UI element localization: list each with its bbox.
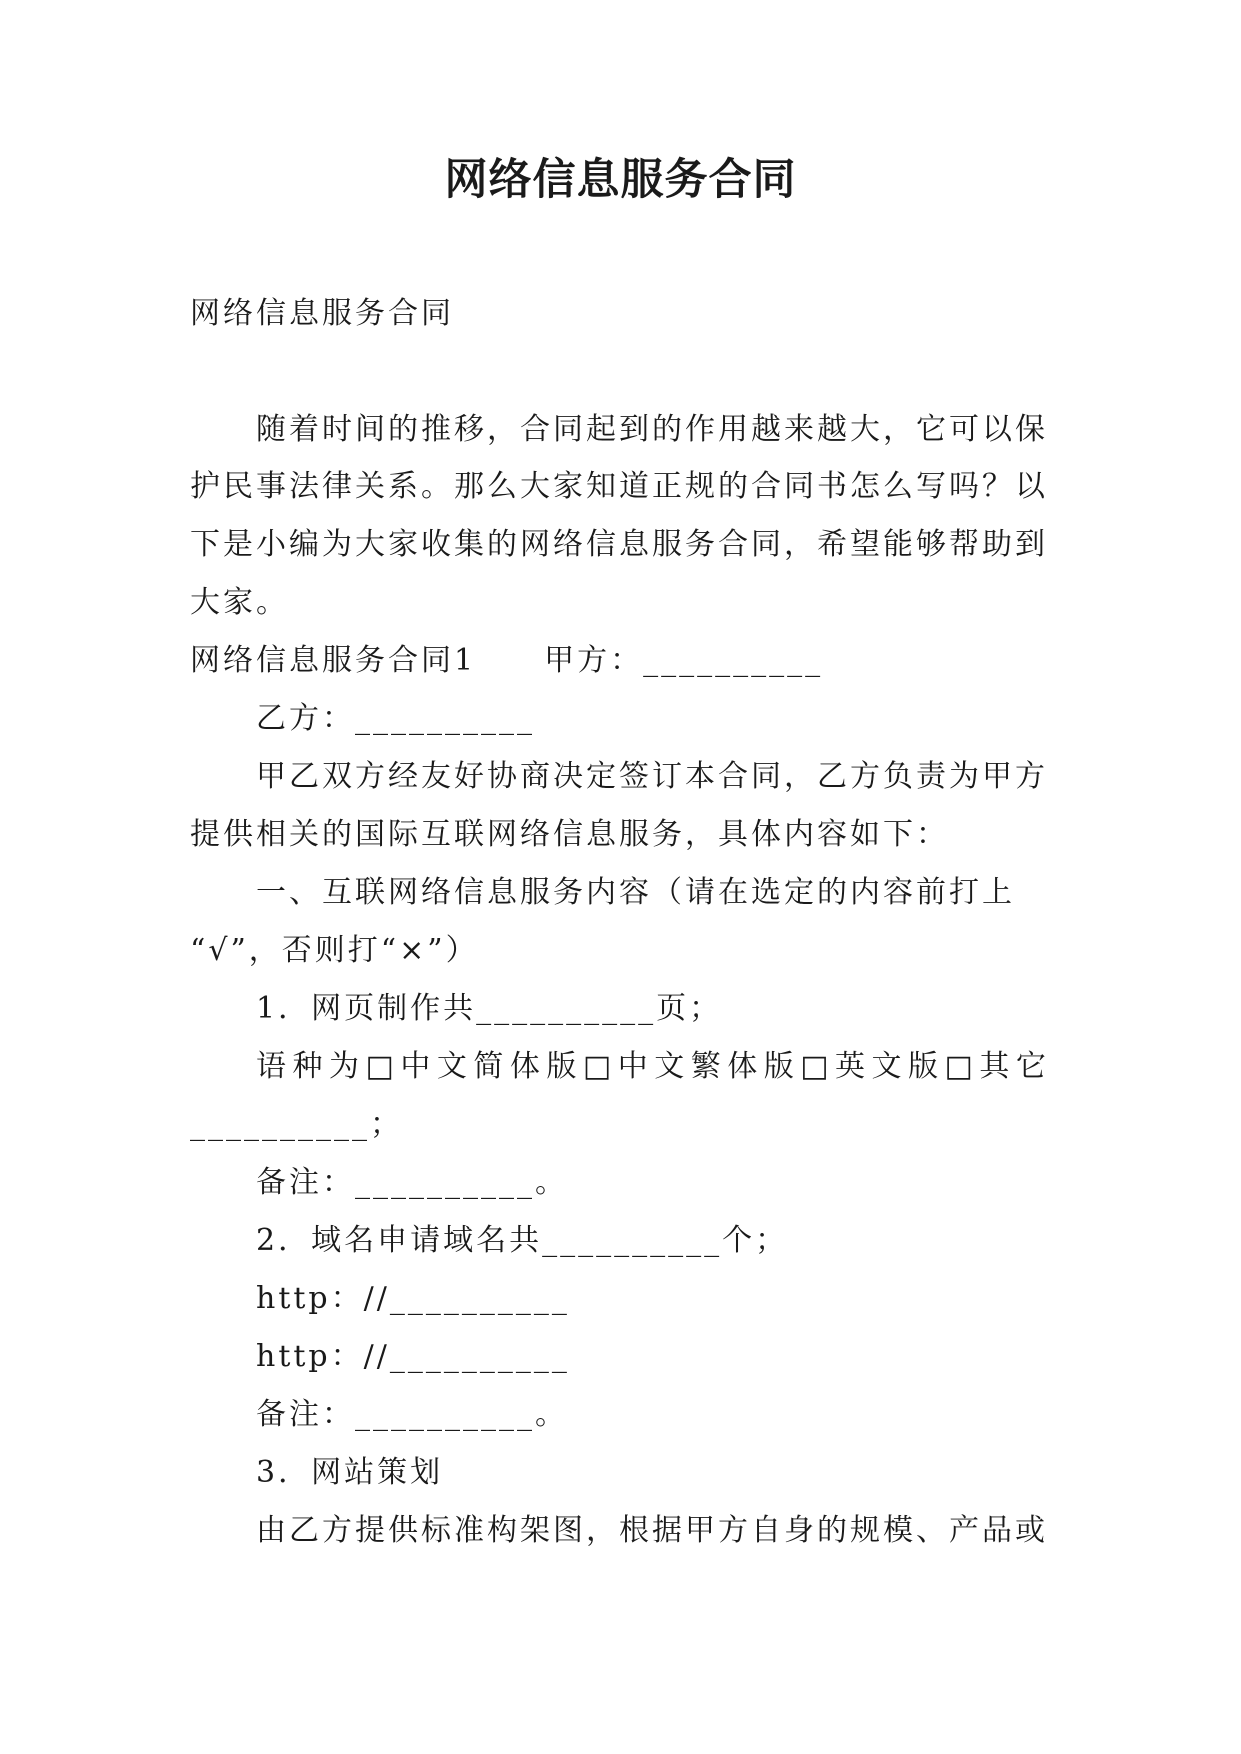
language-other: __________； bbox=[190, 1107, 403, 1142]
note-2: 备注：__________。 bbox=[256, 1397, 568, 1432]
item-3-description: 由乙方提供标准构架图，根据甲方自身的规模、产品或 bbox=[256, 1513, 1048, 1548]
intro-line-2: 护民事法律关系。那么大家知道正规的合同书怎么写吗？以 bbox=[190, 469, 1048, 504]
contract-heading: 网络信息服务合同1 bbox=[190, 643, 477, 678]
intro-line-1: 随着时间的推移，合同起到的作用越来越大，它可以保 bbox=[256, 412, 1048, 447]
document-subtitle: 网络信息服务合同 bbox=[190, 296, 454, 331]
document-title: 网络信息服务合同 bbox=[444, 155, 797, 205]
item-1: 1．网页制作共__________页； bbox=[256, 991, 723, 1026]
domain-1: http：//__________ bbox=[256, 1281, 570, 1316]
agreement-line-2: 提供相关的国际互联网络信息服务，具体内容如下： bbox=[190, 817, 949, 852]
item-2: 2．域名申请域名共__________个； bbox=[256, 1223, 789, 1258]
contract-heading-line bbox=[190, 641, 823, 681]
item-3: 3．网站策划 bbox=[256, 1455, 444, 1490]
intro-line-4: 大家。 bbox=[190, 585, 289, 620]
party-b: 乙方：__________ bbox=[256, 701, 535, 736]
language-options: 语种为□中文简体版□中文繁体版□英文版□其它 bbox=[256, 1049, 1053, 1084]
note-1: 备注：__________。 bbox=[256, 1165, 568, 1200]
section1-title-line-2: “√”，否则打“×”） bbox=[190, 933, 479, 968]
party-a: 甲方：__________ bbox=[544, 643, 824, 678]
domain-2: http：//__________ bbox=[256, 1339, 570, 1374]
agreement-line-1: 甲乙双方经友好协商决定签订本合同，乙方负责为甲方 bbox=[256, 759, 1048, 794]
section1-title-line-1: 一、互联网络信息服务内容（请在选定的内容前打上 bbox=[256, 875, 1015, 910]
intro-line-3: 下是小编为大家收集的网络信息服务合同，希望能够帮助到 bbox=[190, 527, 1048, 562]
